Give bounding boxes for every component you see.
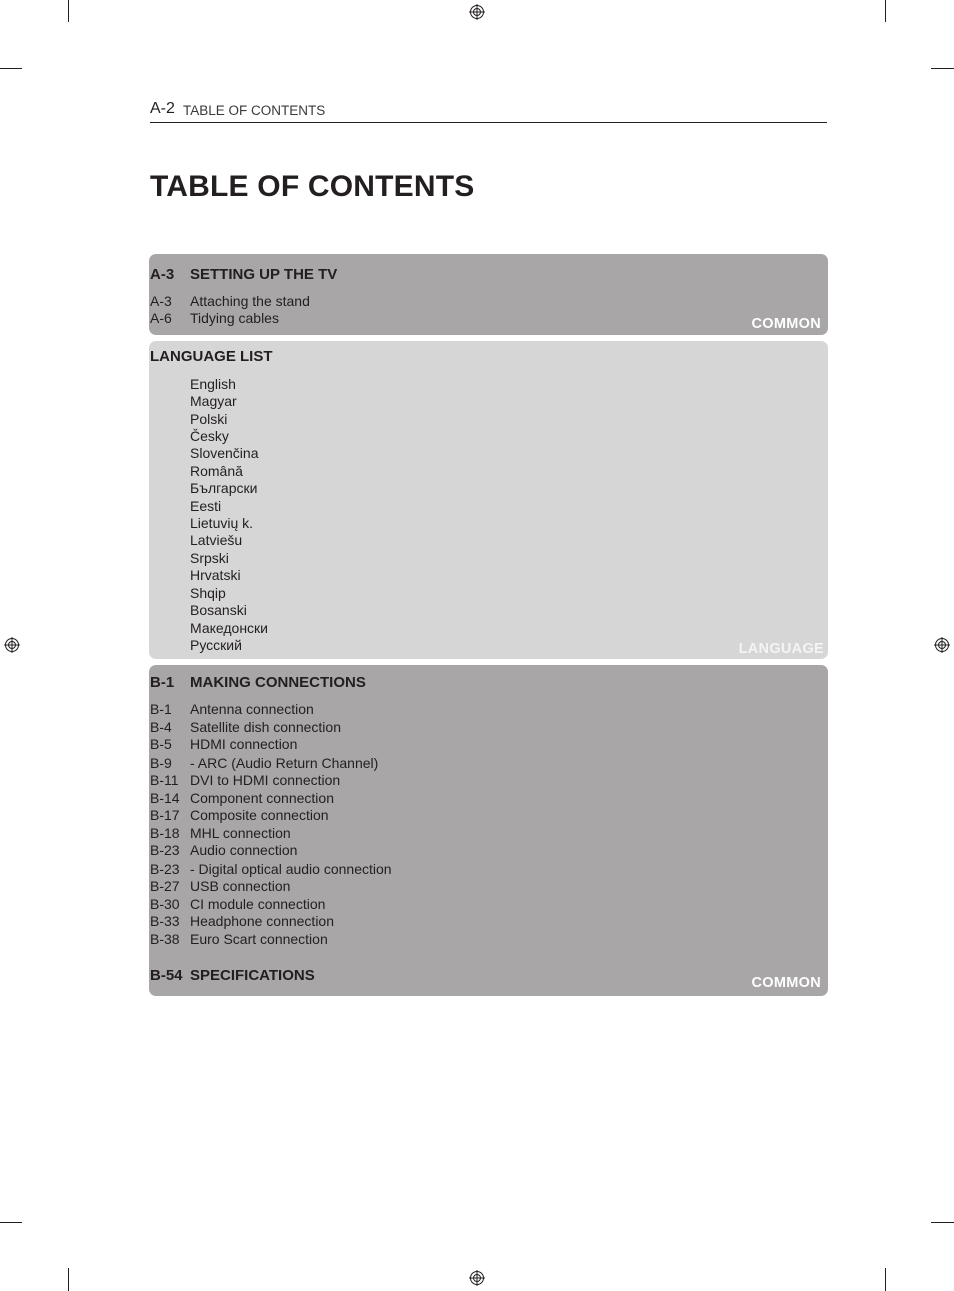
crop-mark <box>68 1268 69 1291</box>
toc-entry-title: - ARC (Audio Return Channel) <box>190 755 379 771</box>
toc-entry-page: B-17 <box>150 807 180 823</box>
crop-mark <box>0 1222 22 1223</box>
toc-entry-title: Satellite dish connection <box>190 719 341 735</box>
crop-mark <box>68 0 69 22</box>
toc-entry-page: B-27 <box>150 878 180 894</box>
toc-entry-title: Attaching the stand <box>190 293 310 309</box>
language-item[interactable]: Česky <box>190 428 229 444</box>
crop-mark <box>931 68 954 69</box>
registration-mark-icon <box>469 1270 485 1286</box>
language-item[interactable]: Македонски <box>190 620 268 636</box>
header-section-title: TABLE OF CONTENTS <box>183 103 326 118</box>
running-header <box>150 100 827 123</box>
language-item[interactable]: Polski <box>190 411 228 427</box>
language-item[interactable]: Български <box>190 480 258 496</box>
language-item[interactable]: Bosanski <box>190 602 247 618</box>
toc-heading-title: MAKING CONNECTIONS <box>190 674 366 691</box>
toc-heading-page: A-3 <box>150 266 175 283</box>
toc-entry-title: Euro Scart connection <box>190 931 328 947</box>
toc-entry-title: CI module connection <box>190 896 326 912</box>
registration-mark-icon <box>4 637 20 653</box>
toc-entry-page: A-6 <box>150 310 172 326</box>
crop-mark <box>885 0 886 22</box>
section-tag: COMMON <box>751 975 821 991</box>
section-tag: COMMON <box>751 316 821 332</box>
toc-block-language <box>149 341 828 659</box>
toc-entry-title: - Digital optical audio connection <box>190 861 392 877</box>
language-item[interactable]: Русский <box>190 637 242 653</box>
toc-entry-page: B-33 <box>150 913 180 929</box>
registration-mark-icon <box>934 637 950 653</box>
language-item[interactable]: Latviešu <box>190 532 243 548</box>
toc-heading-page: B-54 <box>150 967 183 984</box>
toc-entry-page: B-38 <box>150 931 180 947</box>
language-item[interactable]: Magyar <box>190 393 237 409</box>
language-item[interactable]: English <box>190 376 236 392</box>
toc-heading-title: SETTING UP THE TV <box>190 266 338 283</box>
toc-entry-title: Headphone connection <box>190 913 335 929</box>
toc-entry-title: USB connection <box>190 878 291 894</box>
crop-mark <box>931 1222 954 1223</box>
toc-entry-title: Tidying cables <box>190 310 279 326</box>
toc-entry-title: Composite connection <box>190 807 329 823</box>
toc-entry-page: B-5 <box>150 736 172 752</box>
toc-entry-page: A-3 <box>150 293 172 309</box>
toc-entry-page: B-23 <box>150 861 180 877</box>
header-page-number: A-2 <box>150 100 175 117</box>
language-item[interactable]: Lietuvių k. <box>190 515 254 531</box>
toc-entry-title: DVI to HDMI connection <box>190 772 341 788</box>
toc-entry-page: B-18 <box>150 825 180 841</box>
registration-mark-icon <box>469 4 485 20</box>
toc-entry-title: Component connection <box>190 790 334 806</box>
language-item[interactable]: Română <box>190 463 243 479</box>
toc-entry-page: B-9 <box>150 755 172 771</box>
toc-entry-page: B-4 <box>150 719 172 735</box>
language-item[interactable]: Srpski <box>190 550 229 566</box>
toc-entry-title: HDMI connection <box>190 736 298 752</box>
toc-entry-page: B-23 <box>150 842 180 858</box>
toc-entry-page: B-1 <box>150 701 172 717</box>
language-item[interactable]: Eesti <box>190 498 222 514</box>
language-item[interactable]: Hrvatski <box>190 567 241 583</box>
toc-entry-page: B-11 <box>150 772 179 788</box>
toc-entry-page: B-14 <box>150 790 180 806</box>
toc-heading-page: B-1 <box>150 674 175 691</box>
crop-mark <box>885 1268 886 1291</box>
toc-entry-page: B-30 <box>150 896 180 912</box>
language-item[interactable]: Slovenčina <box>190 445 259 461</box>
toc-entry-title: Audio connection <box>190 842 298 858</box>
toc-entry-title: MHL connection <box>190 825 291 841</box>
toc-entry-title: Antenna connection <box>190 701 314 717</box>
language-item[interactable]: Shqip <box>190 585 226 601</box>
toc-heading-title: LANGUAGE LIST <box>150 348 273 365</box>
crop-mark <box>0 68 22 69</box>
toc-block-setup <box>149 254 828 335</box>
toc-block-connections <box>149 665 828 996</box>
toc-heading-title: SPECIFICATIONS <box>190 967 315 984</box>
page-title: TABLE OF CONTENTS <box>150 170 475 203</box>
section-tag: LANGUAGE <box>738 641 824 657</box>
